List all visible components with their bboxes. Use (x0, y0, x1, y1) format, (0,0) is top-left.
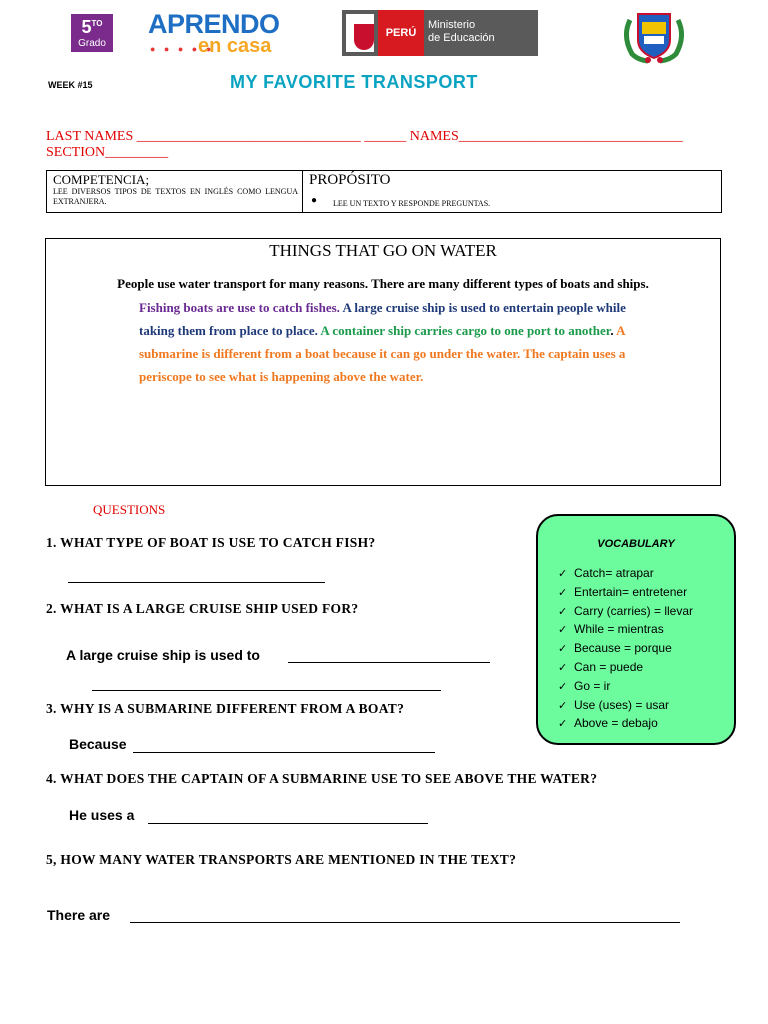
sentence-container-end: . (610, 323, 614, 338)
check-icon: ✓ (558, 661, 568, 674)
sentence-periscope: periscope to see what is happening above the water. (139, 369, 424, 384)
peru-coat-of-arms-icon (346, 14, 374, 52)
answer-2-line[interactable] (288, 661, 490, 663)
vocabulary-box (536, 514, 736, 745)
question-4: 4. WHAT DOES THE CAPTAIN OF A SUBMARINE USE TO SEE ABOVE THE WATER? (46, 771, 598, 786)
answer-4-line[interactable] (148, 822, 428, 824)
vocab-item (558, 678, 693, 697)
brand-line1: APRENDO (148, 9, 280, 39)
reading-intro: People use water transport for many reasons. There are many different types of boats and ships. (117, 276, 649, 291)
vocab-text: Entertain= entretener (574, 584, 688, 599)
grade-number: 5 (81, 17, 92, 37)
vocab-item (558, 603, 693, 622)
check-icon: ✓ (558, 624, 568, 637)
proposito-heading: PROPÓSITO (309, 172, 391, 188)
competencia-text: LEE DIVERSOS TIPOS DE TEXTOS EN INGLÉS COMO LENGUA EXTRANJERA. (53, 187, 298, 206)
vocab-text: Use (uses) = usar (574, 697, 670, 712)
brand-line2: en casa (198, 35, 272, 57)
vocab-item (558, 659, 693, 678)
reading-title: THINGS THAT GO ON WATER (269, 241, 497, 260)
sentence-submarine-a: A (613, 323, 626, 338)
school-emblem-icon (618, 6, 690, 64)
grade-badge-logo (71, 14, 113, 52)
vocab-text: Above = debajo (574, 716, 658, 731)
sentence-fishing: Fishing boats are use to catch fishes. (139, 300, 340, 315)
vocab-item (558, 697, 693, 716)
check-icon: ✓ (558, 699, 568, 712)
vocab-text: While = mientras (574, 622, 664, 637)
week-label: WEEK #15 (48, 80, 93, 90)
competencia-table (46, 170, 722, 213)
answer-2-line-2[interactable] (92, 689, 441, 691)
check-icon: ✓ (558, 643, 568, 656)
sentence-cruise-b: taking them from place to place. (139, 323, 318, 338)
check-icon: ✓ (558, 680, 568, 693)
ministry-line2: de Educación (428, 32, 495, 44)
sentence-submarine-b: submarine is different from a boat because it can go under the water. The captain uses a (139, 346, 626, 361)
sentence-container: A container ship carries cargo to one port to another (317, 323, 611, 338)
vocabulary-heading: VOCABULARY (597, 538, 675, 550)
vocab-item (558, 715, 693, 734)
sentence-cruise-a: A large cruise ship is used to entertain people while (339, 300, 626, 315)
answer-3-prompt: Because (69, 736, 127, 752)
answer-3-line[interactable] (133, 751, 435, 753)
vocab-text: Catch= atrapar (574, 566, 654, 580)
last-names-field[interactable]: LAST NAMES ________________________________ ______ NAMES________________________________ (46, 129, 683, 144)
vocab-text: Carry (carries) = llevar (574, 603, 694, 618)
ministry-logo (342, 10, 538, 56)
ministry-line1: Ministerio (428, 19, 476, 31)
answer-5-prompt: There are (47, 907, 111, 923)
grade-suffix: TO (91, 19, 103, 28)
grade-label: Grado (78, 38, 106, 49)
reading-line-2 (139, 323, 626, 339)
vocab-item (558, 584, 693, 603)
competencia-heading: COMPETENCIA; (53, 172, 150, 187)
check-icon: ✓ (558, 568, 568, 580)
question-5: 5, HOW MANY WATER TRANSPORTS ARE MENTIONED IN THE TEXT? (46, 852, 517, 867)
vocab-text: Can = puede (574, 659, 644, 674)
vocab-item (558, 621, 693, 640)
answer-5-line[interactable] (130, 921, 680, 923)
vocab-item (558, 640, 693, 659)
vocab-text: Because = porque (574, 641, 672, 656)
vocab-item (558, 565, 693, 584)
check-icon: ✓ (558, 718, 568, 731)
country-label: PERÚ (378, 10, 424, 56)
answer-1-line[interactable] (68, 581, 325, 583)
brand-dots: ● ● ● ● ● (150, 44, 215, 54)
answer-2-prompt: A large cruise ship is used to (66, 647, 260, 663)
reading-box (45, 238, 721, 486)
question-1: 1. WHAT TYPE OF BOAT IS USE TO CATCH FISH? (46, 535, 376, 550)
question-3: 3. WHY IS A SUBMARINE DIFFERENT FROM A BOAT? (46, 701, 405, 716)
question-2: 2. WHAT IS A LARGE CRUISE SHIP USED FOR? (46, 601, 359, 616)
proposito-text: LEE UN TEXTO Y RESPONDE PREGUNTAS. (333, 199, 491, 208)
check-icon: ✓ (558, 586, 568, 599)
check-icon: ✓ (558, 605, 568, 618)
vocab-text: Go = ir (574, 678, 611, 693)
vocabulary-list (558, 565, 693, 734)
page-title: MY FAVORITE TRANSPORT (230, 72, 478, 92)
answer-4-prompt: He uses a (69, 807, 135, 823)
questions-label: QUESTIONS (93, 502, 166, 517)
bullet-icon: ● (311, 195, 318, 206)
section-field[interactable]: SECTION_________ (46, 145, 169, 160)
reading-line-1 (139, 300, 626, 316)
aprendo-en-casa-logo (148, 9, 280, 58)
